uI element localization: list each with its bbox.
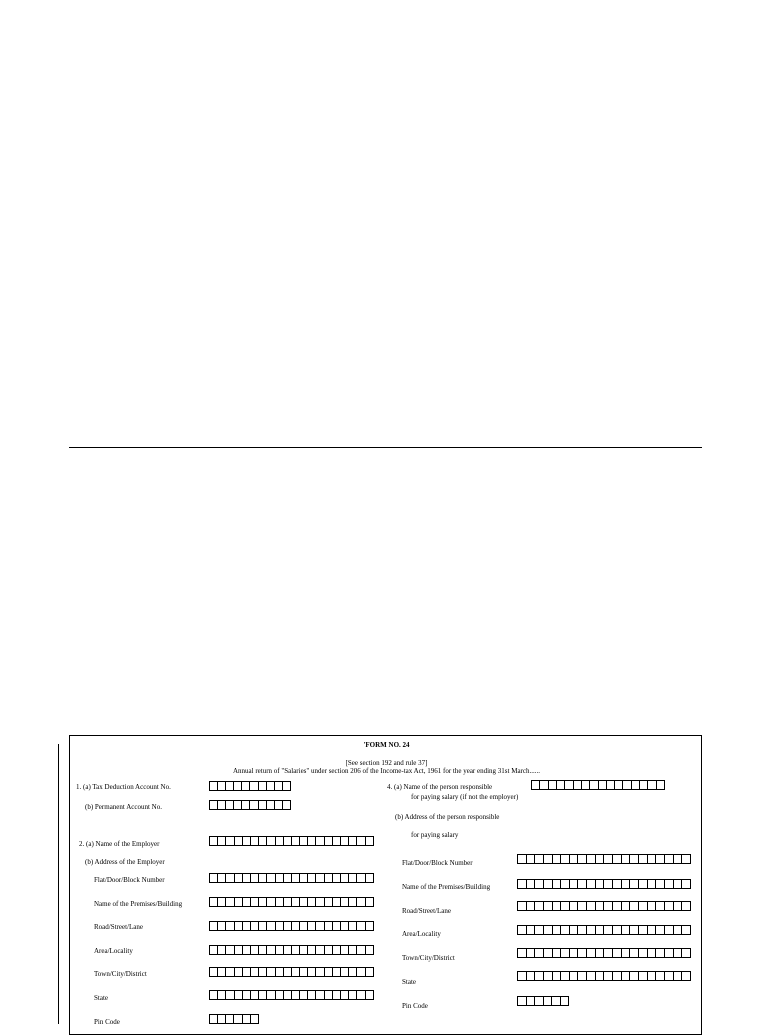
- character-cell[interactable]: [560, 996, 570, 1006]
- margin-line: [58, 744, 59, 1024]
- character-cell[interactable]: [365, 921, 374, 931]
- person-name-label: 4. (a) Name of the person responsible: [387, 783, 493, 791]
- character-cell[interactable]: [282, 781, 291, 791]
- employer-pin-input[interactable]: [209, 1014, 258, 1024]
- person-area-input[interactable]: [517, 925, 690, 935]
- character-cell[interactable]: [656, 780, 665, 790]
- person-pin-label: Pin Code: [402, 1002, 428, 1010]
- character-cell[interactable]: [681, 901, 691, 911]
- person-town-label: Town/City/District: [402, 954, 455, 962]
- character-cell[interactable]: [365, 836, 374, 846]
- character-cell[interactable]: [681, 879, 691, 889]
- person-road-input[interactable]: [517, 901, 690, 911]
- character-cell[interactable]: [365, 897, 374, 907]
- horizontal-rule: [69, 447, 702, 448]
- employer-address-label: (b) Address of the Employer: [85, 858, 165, 866]
- employer-premises-input[interactable]: [209, 897, 373, 907]
- character-cell[interactable]: [681, 854, 691, 864]
- employer-flat-label: Flat/Door/Block Number: [94, 876, 165, 884]
- pan-input[interactable]: [209, 800, 290, 810]
- person-flat-label: Flat/Door/Block Number: [402, 859, 473, 867]
- character-cell[interactable]: [282, 800, 291, 810]
- person-address-label-2: for paying salary: [411, 831, 459, 839]
- employer-name-input[interactable]: [209, 836, 373, 846]
- person-road-label: Road/Street/Lane: [402, 907, 451, 915]
- employer-pin-label: Pin Code: [94, 1018, 120, 1026]
- person-name-label-2: for paying salary (if not the employer): [411, 793, 519, 801]
- employer-road-input[interactable]: [209, 921, 373, 931]
- character-cell[interactable]: [365, 945, 374, 955]
- employer-state-input[interactable]: [209, 990, 373, 1000]
- employer-state-label: State: [94, 994, 108, 1002]
- character-cell[interactable]: [365, 990, 374, 1000]
- form-subtitle: [See section 192 and rule 37]: [345, 759, 428, 767]
- tan-input[interactable]: [209, 781, 290, 791]
- employer-town-label: Town/City/District: [94, 970, 147, 978]
- character-cell[interactable]: [250, 1014, 259, 1024]
- employer-road-label: Road/Street/Lane: [94, 923, 143, 931]
- employer-premises-label: Name of the Premises/Building: [94, 900, 183, 908]
- character-cell[interactable]: [365, 967, 374, 977]
- person-state-input[interactable]: [517, 971, 690, 981]
- person-premises-input[interactable]: [517, 879, 690, 889]
- person-name-input[interactable]: [531, 780, 664, 790]
- employer-name-label: 2. (a) Name of the Employer: [79, 840, 160, 848]
- person-town-input[interactable]: [517, 948, 690, 958]
- tan-label: 1. (a) Tax Deduction Account No.: [76, 783, 171, 791]
- employer-flat-input[interactable]: [209, 873, 373, 883]
- employer-area-label: Area/Locality: [94, 947, 133, 955]
- person-address-label: (b) Address of the person responsible: [395, 813, 500, 821]
- person-pin-input[interactable]: [517, 996, 568, 1006]
- person-premises-label: Name of the Premises/Building: [402, 883, 491, 891]
- form-24: [69, 735, 702, 1035]
- character-cell[interactable]: [365, 873, 374, 883]
- person-state-label: State: [402, 978, 416, 986]
- form-title: 'FORM NO. 24: [363, 741, 410, 749]
- person-area-label: Area/Locality: [402, 930, 441, 938]
- form-description: Annual return of "Salaries" under section 206 of the Income-tax Act, 1961 for the year ending 31st March......: [232, 767, 540, 775]
- character-cell[interactable]: [681, 971, 691, 981]
- employer-area-input[interactable]: [209, 945, 373, 955]
- person-flat-input[interactable]: [517, 854, 690, 864]
- character-cell[interactable]: [681, 948, 691, 958]
- character-cell[interactable]: [681, 925, 691, 935]
- pan-label: (b) Permanent Account No.: [85, 803, 162, 811]
- employer-town-input[interactable]: [209, 967, 373, 977]
